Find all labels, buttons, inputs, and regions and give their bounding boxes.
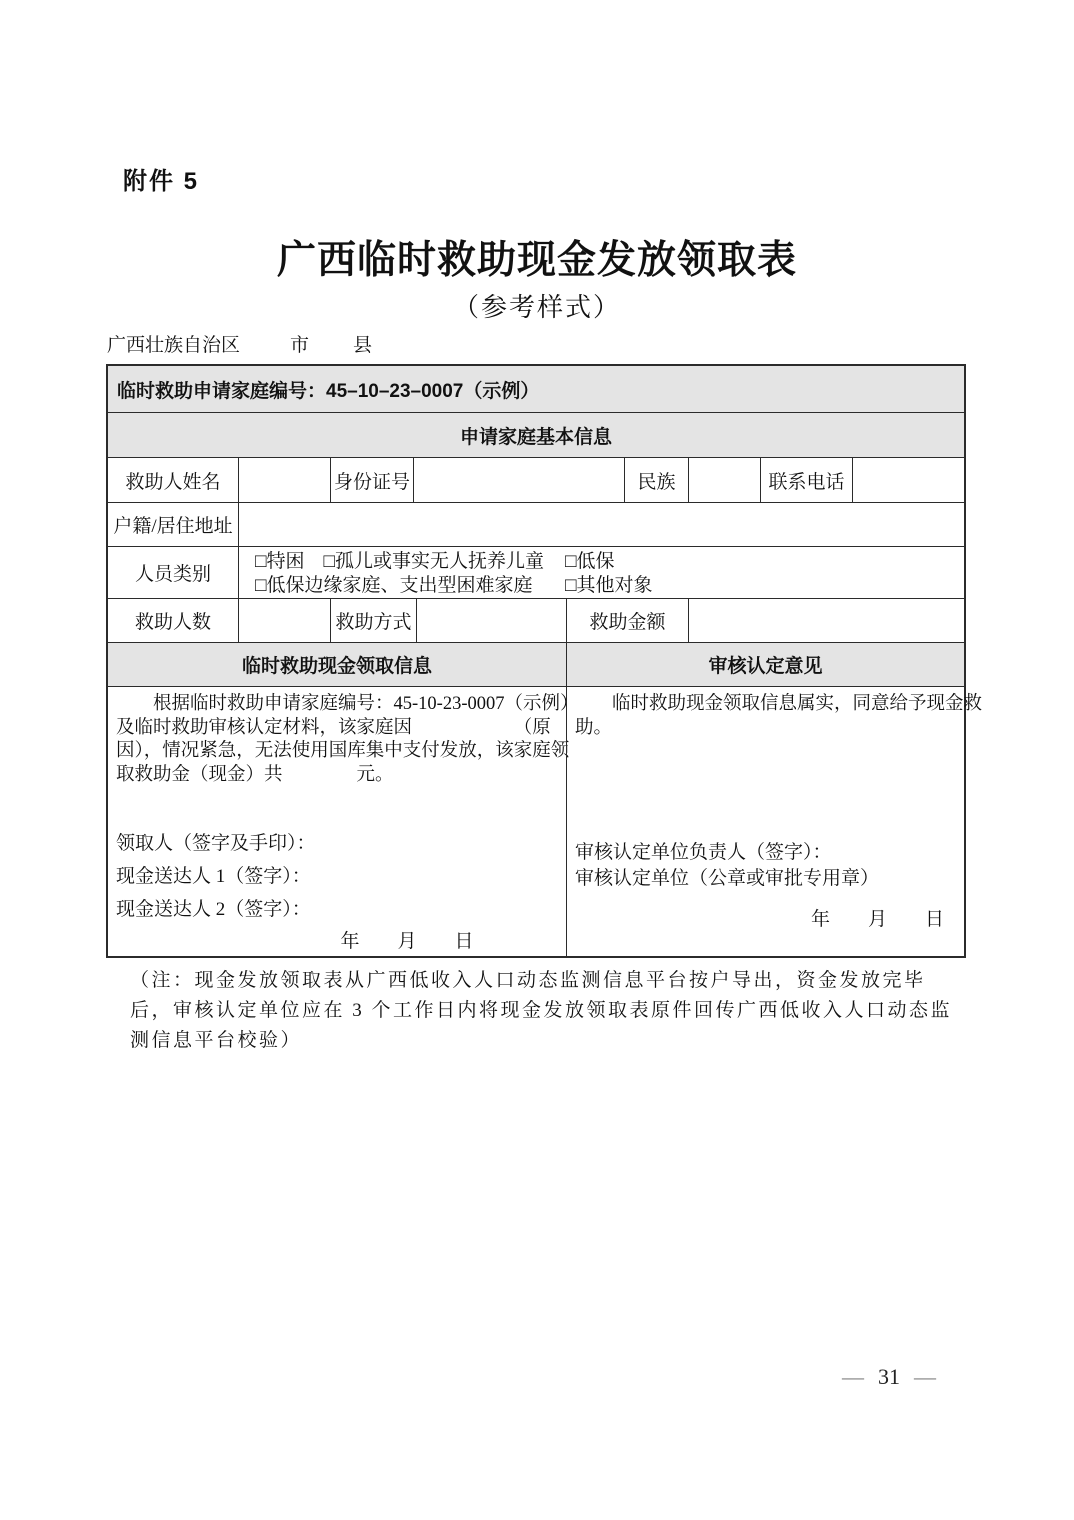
row-family-code [108, 366, 964, 412]
basic-info-header-cell: 申请家庭基本信息 [108, 413, 964, 457]
receipt-section-header: 临时救助现金领取信息 [108, 643, 566, 686]
address-label: 户籍/居住地址 [113, 516, 233, 537]
aid-amount-label: 救助金额 [566, 599, 688, 642]
row-section-bodies [108, 686, 983, 956]
page-number [842, 1364, 936, 1390]
id-number-value-cell [413, 458, 624, 502]
page-number-right-dash: — [914, 1364, 936, 1389]
receipt-para-line: 根据临时救助申请家庭编号：45-10-23-0007（示例） [153, 694, 579, 714]
footnote-line: 测信息平台校验） [130, 1030, 303, 1051]
aid-method-label: 救助方式 [330, 599, 416, 642]
name-label: 救助人姓名 [125, 471, 221, 493]
footnote-line: （注：现金发放领取表从广西低收入人口动态监测信息平台按户导出，资金发放完毕 [130, 970, 926, 991]
address-value-cell [238, 503, 964, 546]
checkbox-option-dibao: □低保 [565, 551, 615, 572]
checkbox-options-group-2: □低保边缘家庭、支出型困难家庭 [255, 575, 533, 596]
deliverer1-sign-line: 现金送达人 1（签字）： [116, 866, 311, 887]
aid-count-label: 救助人数 [134, 612, 211, 633]
person-category-options [238, 547, 964, 598]
category-options-line1 [255, 550, 964, 574]
review-body-cell [566, 687, 983, 956]
attachment-label: 附件 5 [123, 168, 200, 195]
person-category-label: 人员类别 [134, 564, 211, 585]
row-aid-info [108, 598, 964, 642]
form-table [106, 364, 983, 958]
ethnicity-value-cell [688, 458, 760, 502]
receipt-para-line: 因），情况紧急，无法使用国库集中支付发放，该家庭领 [116, 741, 570, 761]
deliverer2-sign-line: 现金送达人 2（签字）： [116, 899, 311, 920]
review-date-line: 年 月 日 [810, 909, 944, 930]
receipt-body-cell [108, 687, 579, 956]
review-para-line: 临时救助现金领取信息属实，同意给予现金救 [612, 694, 983, 714]
page-number-left-dash: — [842, 1364, 864, 1389]
name-value-cell [238, 458, 330, 502]
row-person-category [108, 546, 964, 598]
receipt-para-line: 及临时救助审核认定材料，该家庭因 （原 [116, 717, 551, 738]
region-city: 市 [290, 335, 310, 356]
checkbox-option-other: □其他对象 [565, 575, 653, 596]
review-section-header: 审核认定意见 [566, 643, 964, 686]
page-number-value: 31 [878, 1364, 900, 1389]
review-paragraph [575, 693, 983, 740]
receipt-paragraph [116, 693, 579, 787]
review-para-line: 助。 [575, 717, 613, 738]
family-code-cell: 临时救助申请家庭编号：45–10–23–0007（示例） [108, 366, 964, 412]
recipient-sign-line: 领取人（签字及手印）： [116, 833, 316, 854]
id-number-label: 身份证号 [330, 458, 413, 502]
region-prefix: 广西壮族自治区 [107, 335, 241, 356]
document-subtitle: （参考样式） [452, 293, 621, 322]
footnote [130, 966, 970, 1056]
row-section-headers [108, 642, 964, 686]
document-title: 广西临时救助现金发放领取表 [276, 239, 797, 282]
category-options-line2 [255, 574, 964, 598]
region-line [107, 330, 372, 357]
checkbox-options-group-1: □特困 □孤儿或事实无人抚养儿童 [255, 551, 544, 572]
row-address [108, 502, 964, 546]
receipt-para-line: 取救助金（现金）共 元。 [116, 764, 394, 785]
receipt-date-line: 年 月 日 [340, 931, 474, 952]
row-basic-info-header [108, 412, 964, 457]
review-responsible-sign-line: 审核认定单位负责人（签字）： [575, 842, 832, 863]
phone-value-cell [852, 458, 964, 502]
phone-label: 联系电话 [760, 458, 852, 502]
footnote-line: 后，审核认定单位应在 3 个工作日内将现金发放领取表原件回传广西低收入人口动态监 [130, 1000, 953, 1021]
aid-amount-value-cell [688, 599, 964, 642]
row-person-info [108, 457, 964, 502]
receipt-signature-block [116, 827, 558, 926]
review-signature-block [575, 840, 956, 892]
aid-count-value-cell [238, 599, 330, 642]
region-county: 县 [353, 335, 373, 356]
review-unit-seal-line: 审核认定单位（公章或审批专用章） [575, 868, 880, 889]
ethnicity-label: 民族 [624, 458, 688, 502]
aid-method-value-cell [416, 599, 566, 642]
